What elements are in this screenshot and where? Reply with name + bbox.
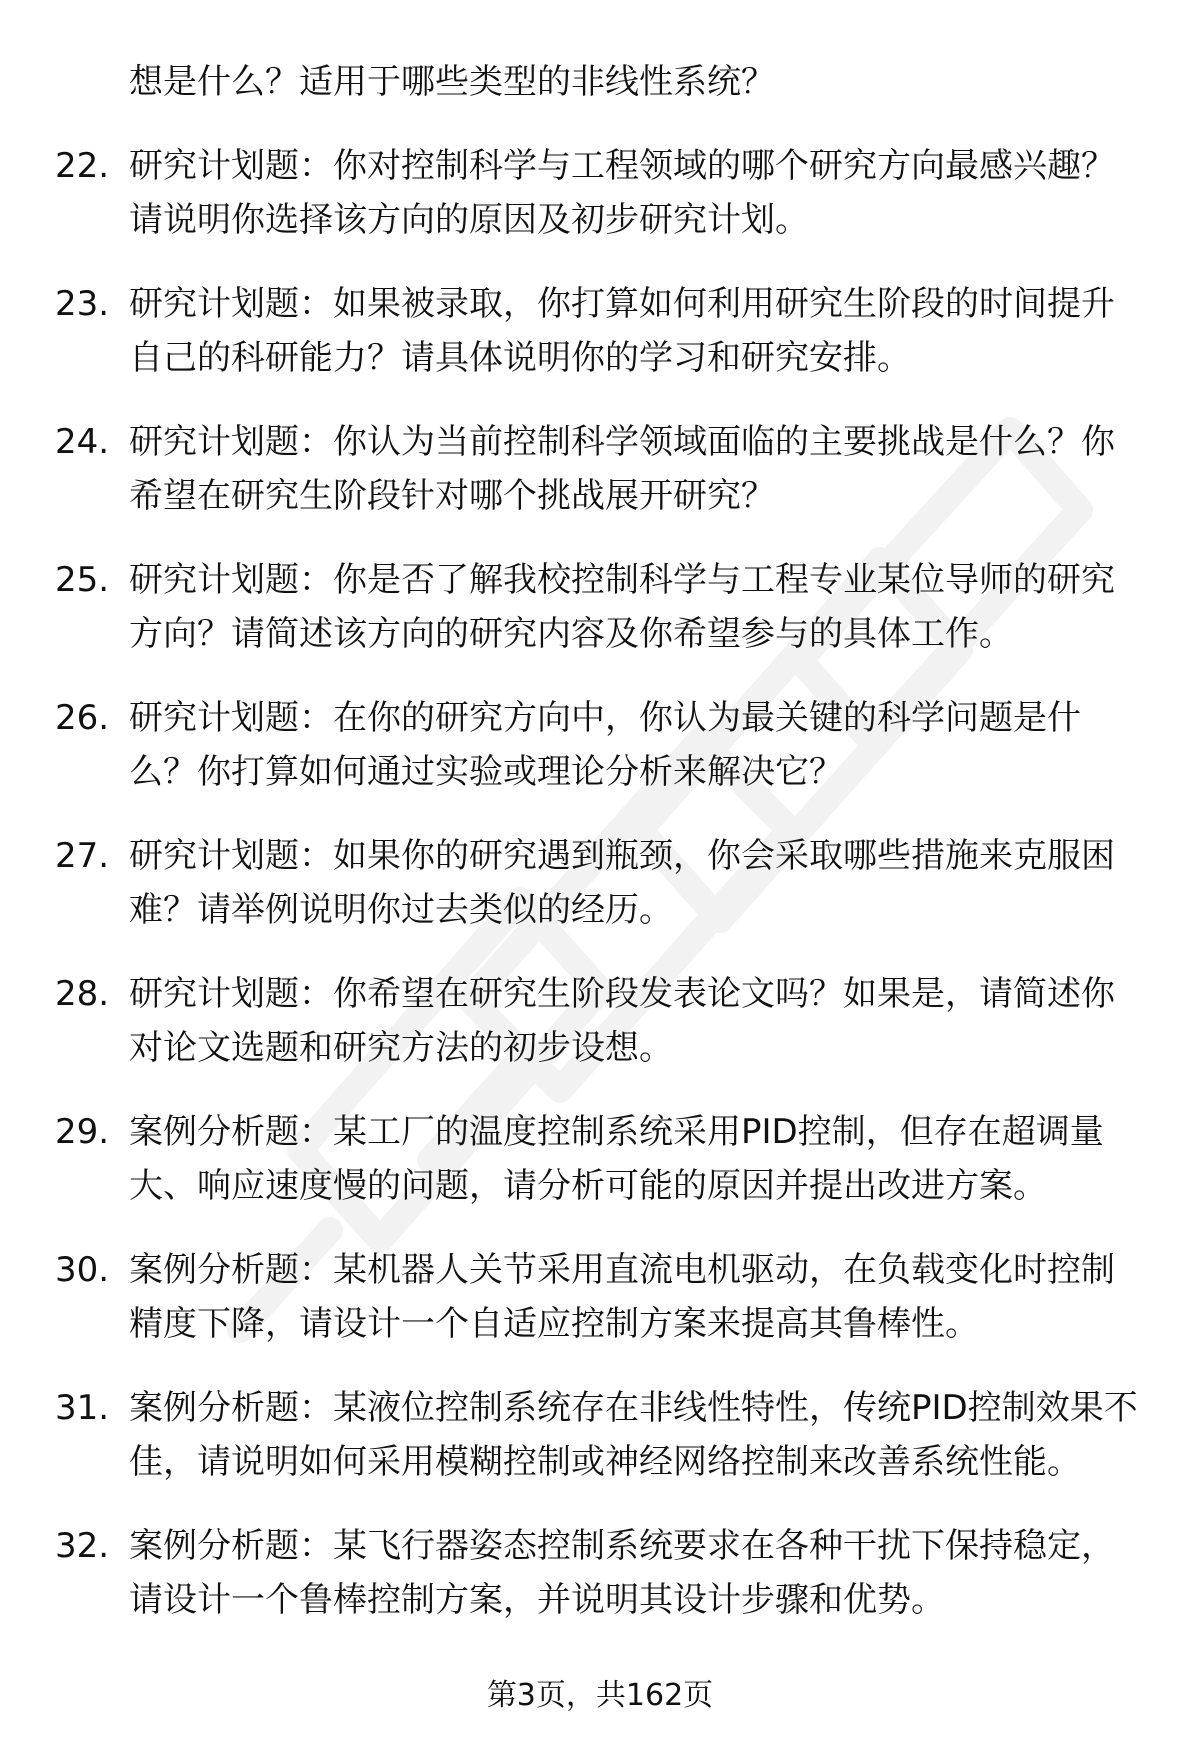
question-number: 28.: [55, 974, 110, 1014]
question-number: 27.: [55, 836, 110, 876]
question-item: [55, 139, 1145, 247]
question-text: 研究计划题：在你的研究方向中，你认为最关键的科学问题是什么？你打算如何通过实验或理论分析来解决它？: [129, 698, 1081, 792]
question-item: [55, 1381, 1145, 1489]
question-text: 研究计划题：你认为当前控制科学领域面临的主要挑战是什么？你希望在研究生阶段针对哪个挑战展开研究？: [129, 422, 1115, 516]
question-number: 29.: [55, 1112, 110, 1152]
continued-text: 想是什么？适用于哪些类型的非线性系统？: [129, 62, 775, 102]
question-number: 25.: [55, 560, 110, 600]
question-number: 31.: [55, 1388, 110, 1428]
question-item: [55, 829, 1145, 937]
question-item: [55, 967, 1145, 1075]
question-text: 研究计划题：你是否了解我校控制科学与工程专业某位导师的研究方向？请简述该方向的研究内容及你希望参与的具体工作。: [129, 560, 1115, 654]
page-footer: 第3页，共162页: [486, 1678, 714, 1713]
question-number: 32.: [55, 1526, 110, 1566]
question-text: 研究计划题：如果被录取，你打算如何利用研究生阶段的时间提升自己的科研能力？请具体说明你的学习和研究安排。: [129, 284, 1115, 378]
question-text: 研究计划题：如果你的研究遇到瓶颈，你会采取哪些措施来克服困难？请举例说明你过去类似的经历。: [129, 836, 1115, 930]
question-item: [55, 691, 1145, 799]
question-item: [55, 277, 1145, 385]
question-list: [55, 55, 1145, 1657]
question-number: 24.: [55, 422, 110, 462]
question-text: 案例分析题：某液位控制系统存在非线性特性，传统PID控制效果不佳，请说明如何采用模糊控制或神经网络控制来改善系统性能。: [129, 1388, 1138, 1482]
question-text: 案例分析题：某飞行器姿态控制系统要求在各种干扰下保持稳定，请设计一个鲁棒控制方案，并说明其设计步骤和优势。: [129, 1526, 1115, 1620]
question-text: 案例分析题：某工厂的温度控制系统采用PID控制，但存在超调量大、响应速度慢的问题，请分析可能的原因并提出改进方案。: [129, 1112, 1104, 1206]
question-number: 23.: [55, 284, 110, 324]
question-item: [55, 1243, 1145, 1351]
question-number: 22.: [55, 146, 110, 186]
question-text: 研究计划题：你对控制科学与工程领域的哪个研究方向最感兴趣？请说明你选择该方向的原因及初步研究计划。: [129, 146, 1115, 240]
question-text: 研究计划题：你希望在研究生阶段发表论文吗？如果是，请简述你对论文选题和研究方法的初步设想。: [129, 974, 1115, 1068]
question-item: [55, 553, 1145, 661]
question-item: [55, 1519, 1145, 1627]
question-text: 案例分析题：某机器人关节采用直流电机驱动，在负载变化时控制精度下降，请设计一个自适应控制方案来提高其鲁棒性。: [129, 1250, 1115, 1344]
question-number: 26.: [55, 698, 110, 738]
question-item: [55, 415, 1145, 523]
question-item: [55, 1105, 1145, 1213]
question-number: 30.: [55, 1250, 110, 1290]
